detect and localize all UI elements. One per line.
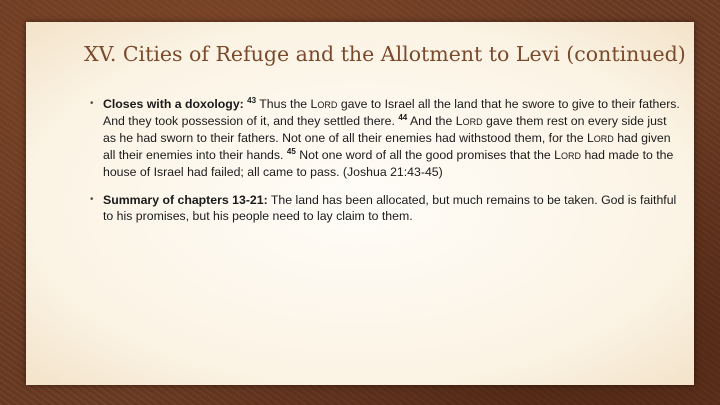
verse-text: gave them rest on every side just as he had sworn to their fathers. Not one of all their enemies had withstood them, for the L [103,114,667,145]
verse-text: Not one word of all the good promises that the L [299,148,562,162]
slide-panel [26,22,694,385]
bullet-icon: • [90,98,94,109]
bullet-icon: • [90,194,94,205]
verse-text: Thus the L [259,97,318,111]
verse-text: had made to the house of Israel had failed; all came to pass. (Joshua 21:43-45) [103,148,674,179]
small-caps-lord: ORD [462,117,483,127]
bullet-lead: Closes with a doxology: [103,97,244,111]
small-caps-lord: ORD [561,151,582,161]
bullet-lead: Summary of chapters 13-21: [103,193,268,207]
small-caps-lord: ORD [593,134,614,144]
verse-text: And the L [409,114,463,128]
verse-text: had given all their enemies into their hands. [103,131,671,162]
slide-title: XV. Cities of Refuge and the Allotment to Levi (continued) [84,42,686,66]
bullet-summary [90,192,680,224]
bullet-list [90,96,680,236]
small-caps-lord: ORD [317,100,338,110]
bullet-doxology [90,96,680,180]
verse-number-45: 45 [286,146,296,156]
verse-text: gave to Israel all the land that he swore to give to their fathers. And they took possession of it, and they settled there. [103,97,680,128]
verse-number-44: 44 [398,112,408,122]
verse-number-43: 43 [247,95,257,105]
bullet-text: The land has been allocated, but much remains to be taken. God is faithful to his promises, but his people need to lay claim to them. [103,193,677,223]
